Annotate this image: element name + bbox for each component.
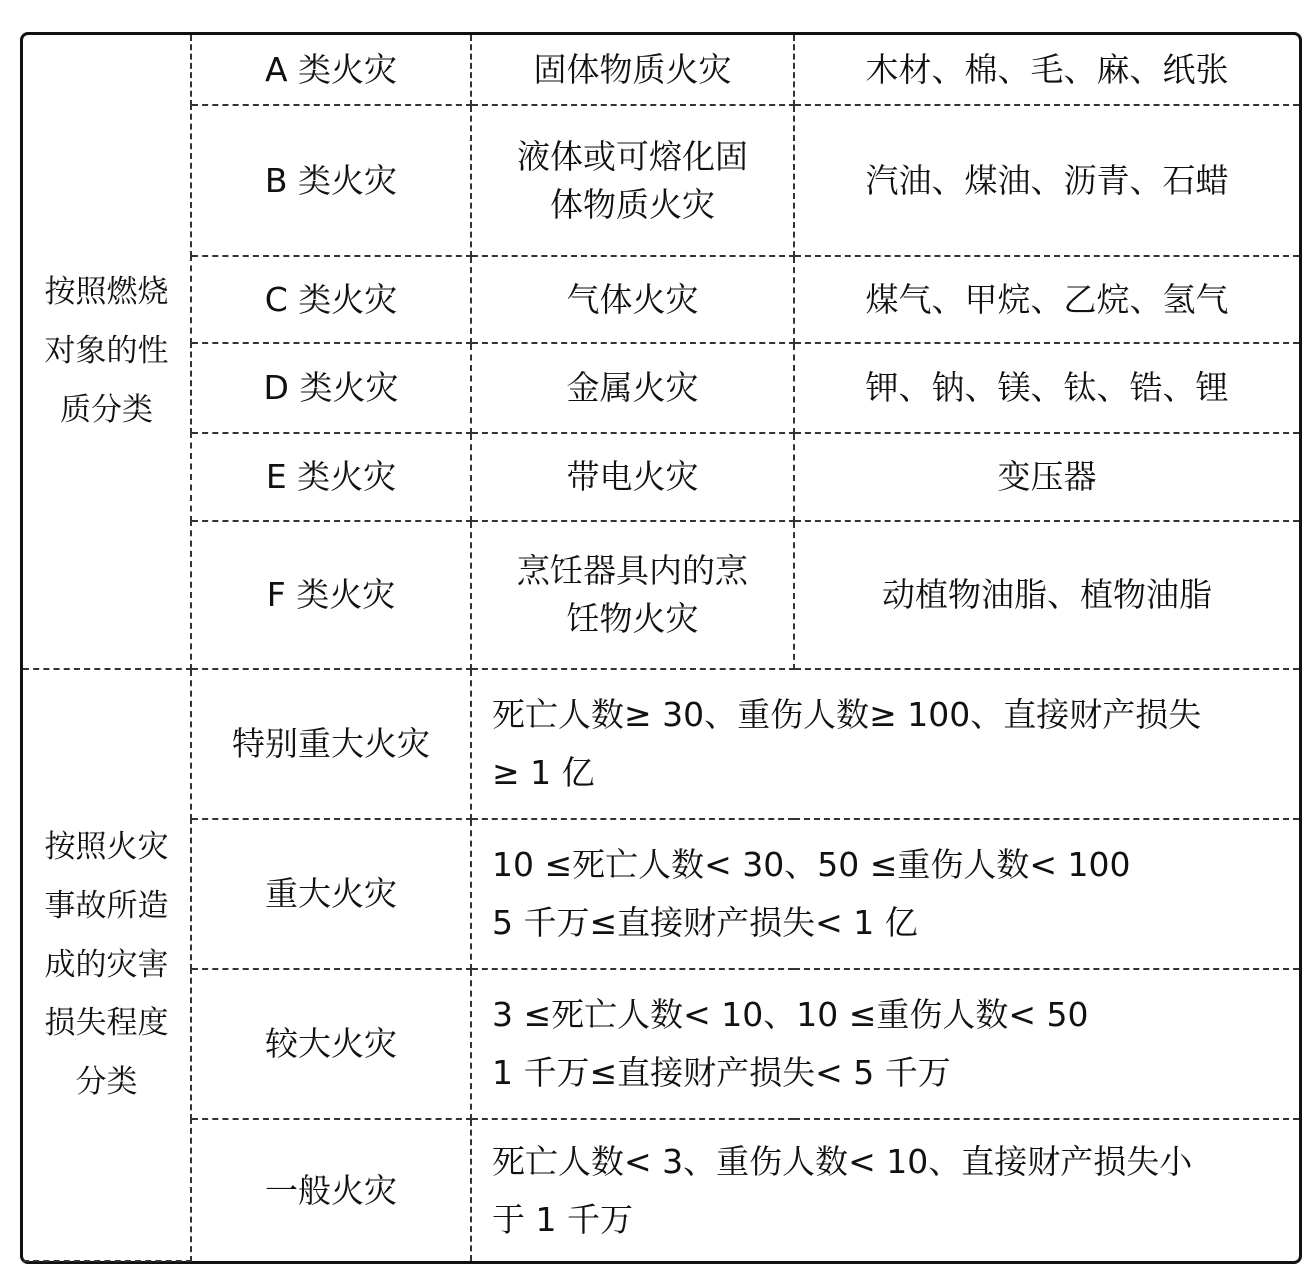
table-row [23,433,1299,521]
severity-criteria: 死亡人数≥ 30、重伤人数≥ 100、直接财产损失 ≥ 1 亿 [471,669,1299,819]
severity-criteria: 3 ≤死亡人数< 10、10 ≤重伤人数< 50 1 千万≤直接财产损失< 5 千万 [471,969,1299,1119]
table-row [23,669,1299,819]
fire-class-name: F 类火灾 [191,521,471,669]
table-row [23,1119,1299,1261]
table-row [23,35,1299,105]
fire-classification-table [23,35,1299,1262]
fire-type: 固体物质火灾 [471,35,794,105]
fire-class-name: D 类火灾 [191,343,471,433]
fire-class-name: A 类火灾 [191,35,471,105]
fire-type: 烹饪器具内的烹 饪物火灾 [471,521,794,669]
table-row [23,521,1299,669]
fire-examples: 煤气、甲烷、乙烷、氢气 [794,256,1299,343]
fire-type: 带电火灾 [471,433,794,521]
fire-examples: 变压器 [794,433,1299,521]
fire-examples: 钾、钠、镁、钛、锆、锂 [794,343,1299,433]
severity-name: 较大火灾 [191,969,471,1119]
severity-name: 一般火灾 [191,1119,471,1261]
fire-type: 金属火灾 [471,343,794,433]
fire-class-name: B 类火灾 [191,105,471,256]
table-row [23,105,1299,256]
severity-name: 重大火灾 [191,819,471,969]
table-row [23,969,1299,1119]
severity-name: 特别重大火灾 [191,669,471,819]
severity-criteria: 死亡人数< 3、重伤人数< 10、直接财产损失小 于 1 千万 [471,1119,1299,1261]
table-row [23,819,1299,969]
fire-class-name: E 类火灾 [191,433,471,521]
table-row [23,343,1299,433]
fire-examples: 动植物油脂、植物油脂 [794,521,1299,669]
group-label-combustion: 按照燃烧 对象的性 质分类 [23,35,191,669]
fire-type: 气体火灾 [471,256,794,343]
group-label-severity: 按照火灾 事故所造 成的灾害 损失程度 分类 [23,669,191,1261]
fire-class-name: C 类火灾 [191,256,471,343]
severity-criteria: 10 ≤死亡人数< 30、50 ≤重伤人数< 100 5 千万≤直接财产损失< 1 亿 [471,819,1299,969]
fire-examples: 汽油、煤油、沥青、石蜡 [794,105,1299,256]
fire-type: 液体或可熔化固 体物质火灾 [471,105,794,256]
table-row [23,256,1299,343]
fire-examples: 木材、棉、毛、麻、纸张 [794,35,1299,105]
